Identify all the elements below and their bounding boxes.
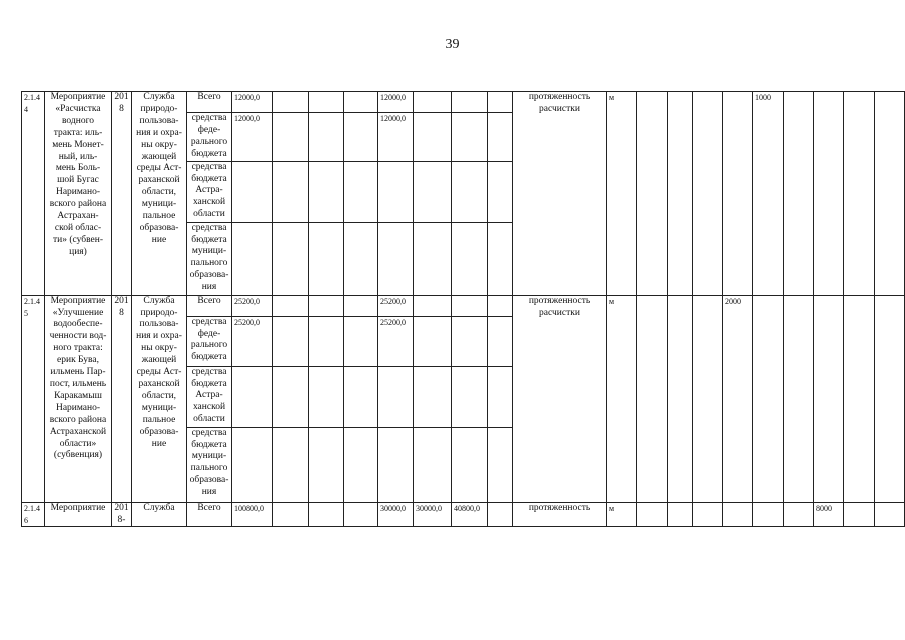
text-line: ти» (субвен- <box>53 234 103 245</box>
text-line: ние <box>151 234 167 245</box>
source-cell <box>187 161 232 222</box>
value-cell <box>452 366 488 427</box>
value-cell <box>452 427 488 502</box>
value-cell <box>309 295 344 316</box>
value-cell <box>693 295 723 502</box>
text-line: образова- <box>139 222 179 233</box>
total-value <box>232 161 273 222</box>
total-value <box>232 366 273 427</box>
value-cell <box>637 502 668 527</box>
text-line: муници- <box>191 451 227 462</box>
text-line: Астра- <box>195 390 223 401</box>
text-line: пальное <box>142 211 176 222</box>
activity-title: Мероприятие <box>45 502 112 527</box>
text-line: муници- <box>141 402 177 413</box>
text-line: вского района <box>49 199 107 210</box>
text-line: бюджета <box>191 439 227 450</box>
value-cell <box>414 427 452 502</box>
value-cell <box>488 502 513 527</box>
text-line: жающей <box>141 151 177 162</box>
text-line: среды Аст- <box>136 367 182 378</box>
indicator-cell <box>513 92 607 296</box>
target-value: 1000 <box>753 92 784 296</box>
value-cell <box>344 427 378 502</box>
value-cell <box>273 502 309 527</box>
text-line: ханской <box>192 402 226 413</box>
text-line: Всего <box>197 295 221 306</box>
value-cell <box>344 113 378 162</box>
value-cell <box>723 92 753 296</box>
value-cell <box>309 366 344 427</box>
value-cell <box>309 316 344 366</box>
value-cell <box>414 92 452 113</box>
value-cell <box>844 295 875 502</box>
text-line: водного <box>62 115 94 126</box>
text-line: ния и охра- <box>136 127 182 138</box>
value-cell <box>344 161 378 222</box>
text-line: средства <box>191 113 227 123</box>
text-line: Служба <box>143 295 175 306</box>
source-cell <box>187 316 232 366</box>
value-cell <box>488 427 513 502</box>
value-cell <box>414 366 452 427</box>
value-cell <box>309 222 344 295</box>
text-line: области» <box>59 438 97 449</box>
value-cell <box>414 113 452 162</box>
executor-cell <box>132 92 187 296</box>
text-line: расчистки <box>539 307 580 318</box>
activity-title <box>45 295 112 502</box>
value-cell <box>273 222 309 295</box>
total-value: 100800,0 <box>232 502 273 527</box>
value-cell <box>753 295 784 502</box>
total-value <box>232 222 273 295</box>
text-line: (субвенция) <box>53 450 103 461</box>
source-cell: Всего <box>187 502 232 527</box>
text-line: «Расчистка <box>55 103 101 114</box>
year-cell: 2018 <box>112 295 132 502</box>
text-line: Астра- <box>195 185 223 196</box>
text-line: феде- <box>197 328 221 339</box>
text-line: образова- <box>189 270 229 281</box>
source-cell <box>187 222 232 295</box>
year-value: 30000,0 <box>414 502 452 527</box>
value-cell <box>814 92 844 296</box>
year-cell: 2018- <box>112 502 132 527</box>
value-cell <box>488 113 513 162</box>
value-cell <box>273 366 309 427</box>
year-value: 12000,0 <box>378 113 414 162</box>
text-line: ного тракта: <box>53 343 103 354</box>
text-line: муници- <box>141 199 177 210</box>
text-line: средства <box>191 161 227 172</box>
year-value <box>378 161 414 222</box>
value-cell <box>452 295 488 316</box>
text-line: ерик Бува, <box>57 355 99 366</box>
year-value <box>378 427 414 502</box>
value-cell <box>452 222 488 295</box>
value-cell <box>344 502 378 527</box>
target-value: 2000 <box>723 295 753 502</box>
value-cell <box>309 161 344 222</box>
value-cell <box>344 222 378 295</box>
value-cell <box>488 92 513 113</box>
text-line: мень Монет- <box>52 139 104 150</box>
value-cell <box>814 295 844 502</box>
value-cell <box>309 427 344 502</box>
value-cell <box>693 92 723 296</box>
text-line: пост, ильмень <box>49 378 107 389</box>
value-cell <box>488 316 513 366</box>
executor-cell: Служба <box>132 502 187 527</box>
unit-cell: м <box>607 295 637 502</box>
value-cell <box>309 502 344 527</box>
text-line: ция) <box>69 246 87 257</box>
text-line: мень Боль- <box>55 163 101 174</box>
value-cell <box>637 92 668 296</box>
source-cell <box>187 113 232 162</box>
total-value: 12000,0 <box>232 92 273 113</box>
source-cell <box>187 427 232 502</box>
value-cell <box>273 113 309 162</box>
value-cell <box>668 92 693 296</box>
text-line: ченности вод- <box>49 331 107 342</box>
value-cell <box>875 295 905 502</box>
text-line: Мероприятие <box>50 295 106 306</box>
text-line: пального <box>190 258 228 269</box>
text-line: Астрахан- <box>57 211 99 222</box>
value-cell <box>488 366 513 427</box>
text-line: пального <box>190 463 228 474</box>
text-line: Каракамыш <box>54 390 102 401</box>
text-line: бюджета <box>191 378 227 389</box>
text-line: ния и охра- <box>136 331 182 342</box>
text-line: вского района <box>49 414 107 425</box>
total-value <box>232 427 273 502</box>
value-cell <box>784 92 814 296</box>
value-cell <box>309 113 344 162</box>
text-line: протяженность <box>528 295 591 306</box>
value-cell <box>414 222 452 295</box>
text-line: водообеспе- <box>53 319 103 330</box>
year-value: 40800,0 <box>452 502 488 527</box>
text-line: средства <box>191 316 227 327</box>
source-cell <box>187 92 232 113</box>
text-line: рального <box>190 340 228 351</box>
row-number: 2.1.46 <box>22 502 45 527</box>
text-line: пользова- <box>139 319 179 330</box>
total-value: 25200,0 <box>232 316 273 366</box>
text-line: бюджета <box>191 148 227 159</box>
executor-cell <box>132 295 187 502</box>
text-line: ние <box>151 438 167 449</box>
value-cell <box>784 295 814 502</box>
year-value: 25200,0 <box>378 316 414 366</box>
value-cell <box>488 222 513 295</box>
value-cell <box>414 316 452 366</box>
value-cell <box>693 502 723 527</box>
value-cell <box>344 295 378 316</box>
value-cell <box>273 161 309 222</box>
activity-title <box>45 92 112 296</box>
program-table <box>21 91 905 527</box>
text-line: раханской <box>138 175 180 186</box>
text-line: Наримано- <box>55 187 101 198</box>
year-value <box>378 366 414 427</box>
text-line: пальное <box>142 414 176 425</box>
text-line: шой Бугас <box>57 175 99 186</box>
unit-cell: м <box>607 502 637 527</box>
value-cell <box>273 92 309 113</box>
text-line: образова- <box>189 475 229 486</box>
value-cell <box>668 295 693 502</box>
text-line: тракта: иль- <box>53 127 103 138</box>
unit-cell: м <box>607 92 637 296</box>
text-line: «Улучшение <box>52 307 104 318</box>
value-cell <box>344 316 378 366</box>
text-line: ской облас- <box>54 222 102 233</box>
text-line: средства <box>191 427 227 438</box>
row-number: 2.1.44 <box>22 92 45 296</box>
value-cell <box>414 161 452 222</box>
text-line: бюджета <box>191 173 227 184</box>
value-cell <box>844 502 875 527</box>
text-line: Астраханской <box>49 426 107 437</box>
value-cell <box>784 502 814 527</box>
text-line: жающей <box>141 355 177 366</box>
value-cell <box>753 502 784 527</box>
text-line: области, <box>141 390 177 401</box>
text-line: муници- <box>191 246 227 257</box>
text-line: природо- <box>140 103 178 114</box>
text-line: раханской <box>138 378 180 389</box>
text-line: среды Аст- <box>136 163 182 174</box>
value-cell <box>273 295 309 316</box>
text-line: ны окру- <box>141 139 177 150</box>
year-value: 30000,0 <box>378 502 414 527</box>
text-line: Наримано- <box>55 402 101 413</box>
text-line: ния <box>201 282 217 293</box>
page-number: 39 <box>445 37 460 52</box>
row-number: 2.1.45 <box>22 295 45 502</box>
indicator-cell: протяженность <box>513 502 607 527</box>
year-value: 25200,0 <box>378 295 414 316</box>
source-cell <box>187 295 232 316</box>
text-line: бюджета <box>191 352 227 363</box>
text-line: ния <box>201 487 217 498</box>
value-cell <box>844 92 875 296</box>
value-cell <box>723 502 753 527</box>
text-line: средства <box>191 222 227 233</box>
value-cell <box>637 295 668 502</box>
text-line: пользова- <box>139 115 179 126</box>
text-line: расчистки <box>539 103 580 114</box>
value-cell <box>452 316 488 366</box>
value-cell <box>875 92 905 296</box>
value-cell <box>344 366 378 427</box>
text-line: области, <box>141 187 177 198</box>
text-line: феде- <box>197 124 221 135</box>
text-line: ильмень Пар- <box>50 367 106 378</box>
value-cell <box>273 427 309 502</box>
text-line: природо- <box>140 307 178 318</box>
value-cell <box>452 113 488 162</box>
value-cell <box>309 92 344 113</box>
year-cell: 2018 <box>112 92 132 296</box>
text-line: образова- <box>139 426 179 437</box>
value-cell <box>488 161 513 222</box>
value-cell <box>488 295 513 316</box>
total-value: 12000,0 <box>232 113 273 162</box>
total-value: 25200,0 <box>232 295 273 316</box>
value-cell <box>452 92 488 113</box>
text-line: Всего <box>197 92 221 102</box>
text-line: бюджета <box>191 234 227 245</box>
text-line: рального <box>190 136 228 147</box>
text-line: Мероприятие <box>50 92 106 102</box>
year-value <box>378 222 414 295</box>
text-line: ны окру- <box>141 343 177 354</box>
target-value: 8000 <box>814 502 844 527</box>
text-line: области <box>193 209 225 220</box>
value-cell <box>452 161 488 222</box>
table-row <box>22 92 905 113</box>
value-cell <box>344 92 378 113</box>
text-line: средства <box>191 366 227 377</box>
value-cell <box>668 502 693 527</box>
text-line: ный, иль- <box>58 151 98 162</box>
text-line: ханской <box>192 197 226 208</box>
year-value: 12000,0 <box>378 92 414 113</box>
source-cell <box>187 366 232 427</box>
table-row <box>22 295 905 316</box>
text-line: протяженность <box>528 92 591 102</box>
table-row <box>22 502 905 527</box>
value-cell <box>875 502 905 527</box>
value-cell <box>273 316 309 366</box>
text-line: Служба <box>143 92 175 102</box>
value-cell <box>414 295 452 316</box>
text-line: области <box>193 414 225 425</box>
indicator-cell <box>513 295 607 502</box>
